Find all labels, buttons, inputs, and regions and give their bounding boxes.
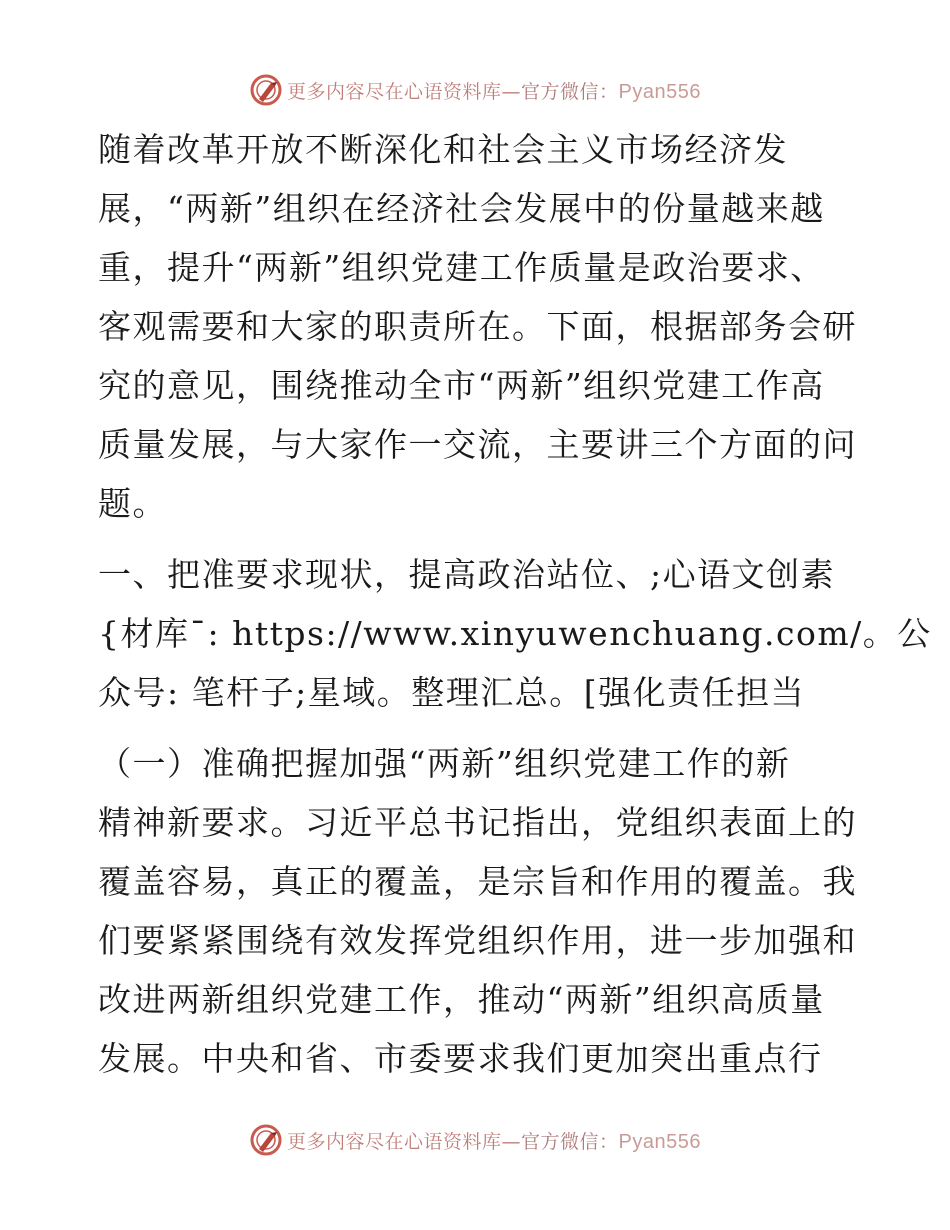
footer-watermark: [0, 1120, 950, 1160]
text-line: 精神新要求。习近平总书记指出，党组织表面上的: [98, 803, 857, 842]
wechat-id: Pyan556: [618, 1130, 701, 1153]
watermark-separator: —: [501, 1130, 522, 1153]
text-line: 题。: [98, 484, 167, 523]
text-line: 究的意见，围绕推动全市“两新”组织党建工作高: [98, 366, 825, 405]
wechat-id: Pyan556: [618, 80, 701, 103]
text-line: 质量发展，与大家作一交流，主要讲三个方面的问: [98, 425, 857, 464]
paragraph-subsection: [98, 734, 858, 1088]
wechat-label: 官方微信：: [521, 1130, 619, 1153]
document-body: [98, 120, 932, 1088]
pen-nib-logo-icon: [249, 1123, 283, 1157]
paragraph-section-heading: [98, 545, 932, 722]
watermark-separator: —: [501, 80, 522, 103]
text-line: 们要紧紧围绕有效发挥党组织作用，进一步加强和: [98, 921, 857, 960]
text-line: 展，“两新”组织在经济社会发展中的份量越来越: [98, 189, 825, 228]
text-line: 重，提升“两新”组织党建工作质量是政治要求、: [98, 248, 825, 287]
paragraph-intro: [98, 120, 858, 533]
watermark-text: 更多内容尽在心语资料库: [287, 80, 502, 103]
wechat-label: 官方微信：: [521, 80, 619, 103]
watermark-text: 更多内容尽在心语资料库: [287, 1130, 502, 1153]
text-line: 改进两新组织党建工作，推动“两新”组织高质量: [98, 980, 825, 1019]
text-line: 发展。中央和省、市委要求我们更加突出重点行: [98, 1039, 823, 1078]
text-line: {材库¯: https://www.xinyuwenchuang.com/。公: [98, 614, 932, 653]
pen-nib-logo-icon: [249, 73, 283, 107]
header-watermark: [0, 70, 950, 110]
text-line: 众号: 笔杆子;星域。整理汇总。[强化责任担当: [98, 673, 806, 712]
text-line: 客观需要和大家的职责所在。下面，根据部务会研: [98, 307, 857, 346]
text-line: 一、把准要求现状，提高政治站位、;心语文创素: [98, 555, 836, 594]
text-line: （一）准确把握加强“两新”组织党建工作的新: [98, 744, 791, 783]
text-line: 随着改革开放不断深化和社会主义市场经济发: [98, 130, 788, 169]
text-line: 覆盖容易，真正的覆盖，是宗旨和作用的覆盖。我: [98, 862, 857, 901]
